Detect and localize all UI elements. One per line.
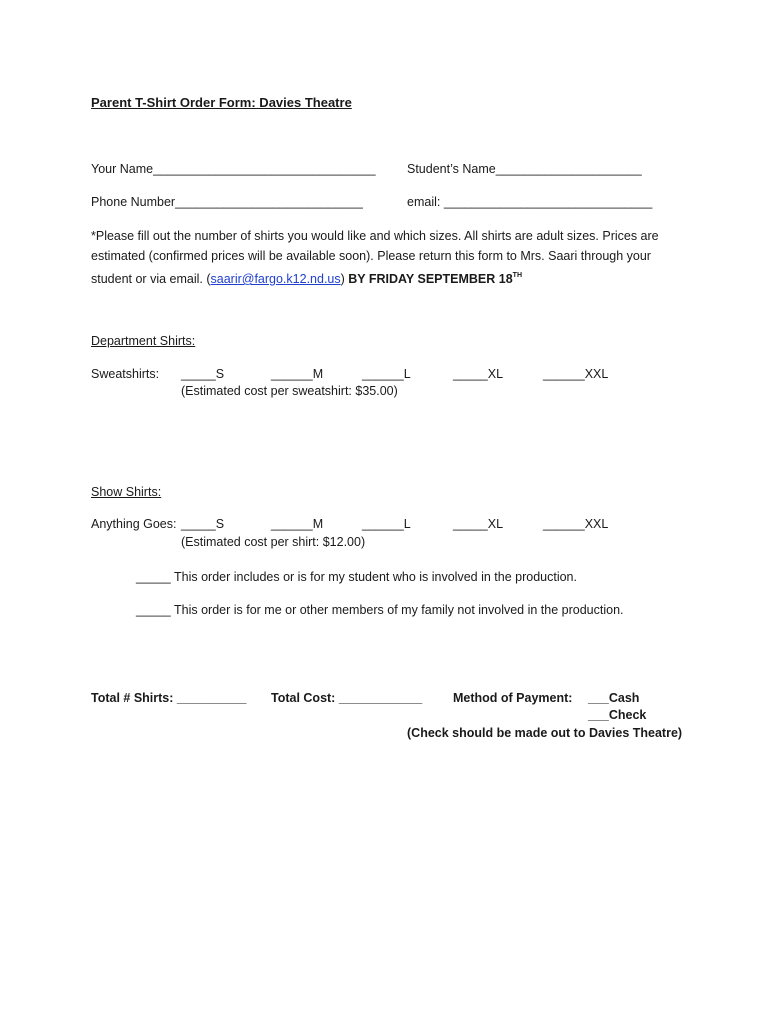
option-family-not-involved[interactable]: _____ This order is for me or other members of my family not involved in the production. (136, 603, 624, 617)
email-field[interactable]: email: ______________________________ (407, 195, 653, 209)
payment-check-option[interactable]: ___Check (588, 708, 647, 722)
show-price-note: (Estimated cost per shirt: $12.00) (181, 535, 366, 549)
sweatshirt-size-xxl[interactable]: ______XXL (543, 367, 609, 381)
sweatshirt-size-m[interactable]: ______M (271, 367, 324, 381)
student-name-field[interactable]: Student’s Name_____________________ (407, 162, 642, 176)
show-size-s[interactable]: _____S (181, 517, 225, 531)
show-size-m[interactable]: ______M (271, 517, 324, 531)
sweatshirt-size-s[interactable]: _____S (181, 367, 225, 381)
total-cost-field[interactable]: Total Cost: ____________ (271, 691, 423, 705)
show-size-xxl[interactable]: ______XXL (543, 517, 609, 531)
sweatshirt-size-l[interactable]: ______L (362, 367, 411, 381)
check-payable-note: (Check should be made out to Davies Theatre) (407, 726, 683, 740)
instructions-close: ) (340, 272, 349, 286)
total-shirts-field[interactable]: Total # Shirts: __________ (91, 691, 247, 705)
show-size-xl[interactable]: _____XL (453, 517, 504, 531)
page-title: Parent T-Shirt Order Form: Davies Theatre (91, 95, 352, 110)
department-heading: Department Shirts: (91, 334, 196, 348)
show-size-l[interactable]: ______L (362, 517, 411, 531)
your-name-field[interactable]: Your Name________________________________ (91, 162, 376, 176)
sweatshirts-label: Sweatshirts: (91, 367, 160, 381)
sweatshirt-size-xl[interactable]: _____XL (453, 367, 504, 381)
email-link[interactable]: saarir@fargo.k12.nd.us (210, 272, 341, 286)
show-heading: Show Shirts: (91, 485, 162, 499)
payment-method-label: Method of Payment: (453, 691, 573, 705)
anything-goes-label: Anything Goes: (91, 517, 177, 531)
sweatshirt-price-note: (Estimated cost per sweatshirt: $35.00) (181, 384, 398, 398)
phone-number-field[interactable]: Phone Number___________________________ (91, 195, 363, 209)
deadline-superscript: TH (512, 272, 523, 279)
instructions-text: *Please fill out the number of shirts you would like and which sizes. All shirts are adult sizes. Prices are estimated (confirmed prices will be available soon). Please return this form to Mrs. Saari through your student or via email. ( (91, 229, 659, 286)
instructions-paragraph (91, 226, 691, 289)
option-student-involved[interactable]: _____ This order includes or is for my student who is involved in the production. (136, 570, 577, 584)
payment-cash-option[interactable]: ___Cash (588, 691, 640, 705)
deadline-text: BY FRIDAY SEPTEMBER 18 (348, 272, 513, 286)
